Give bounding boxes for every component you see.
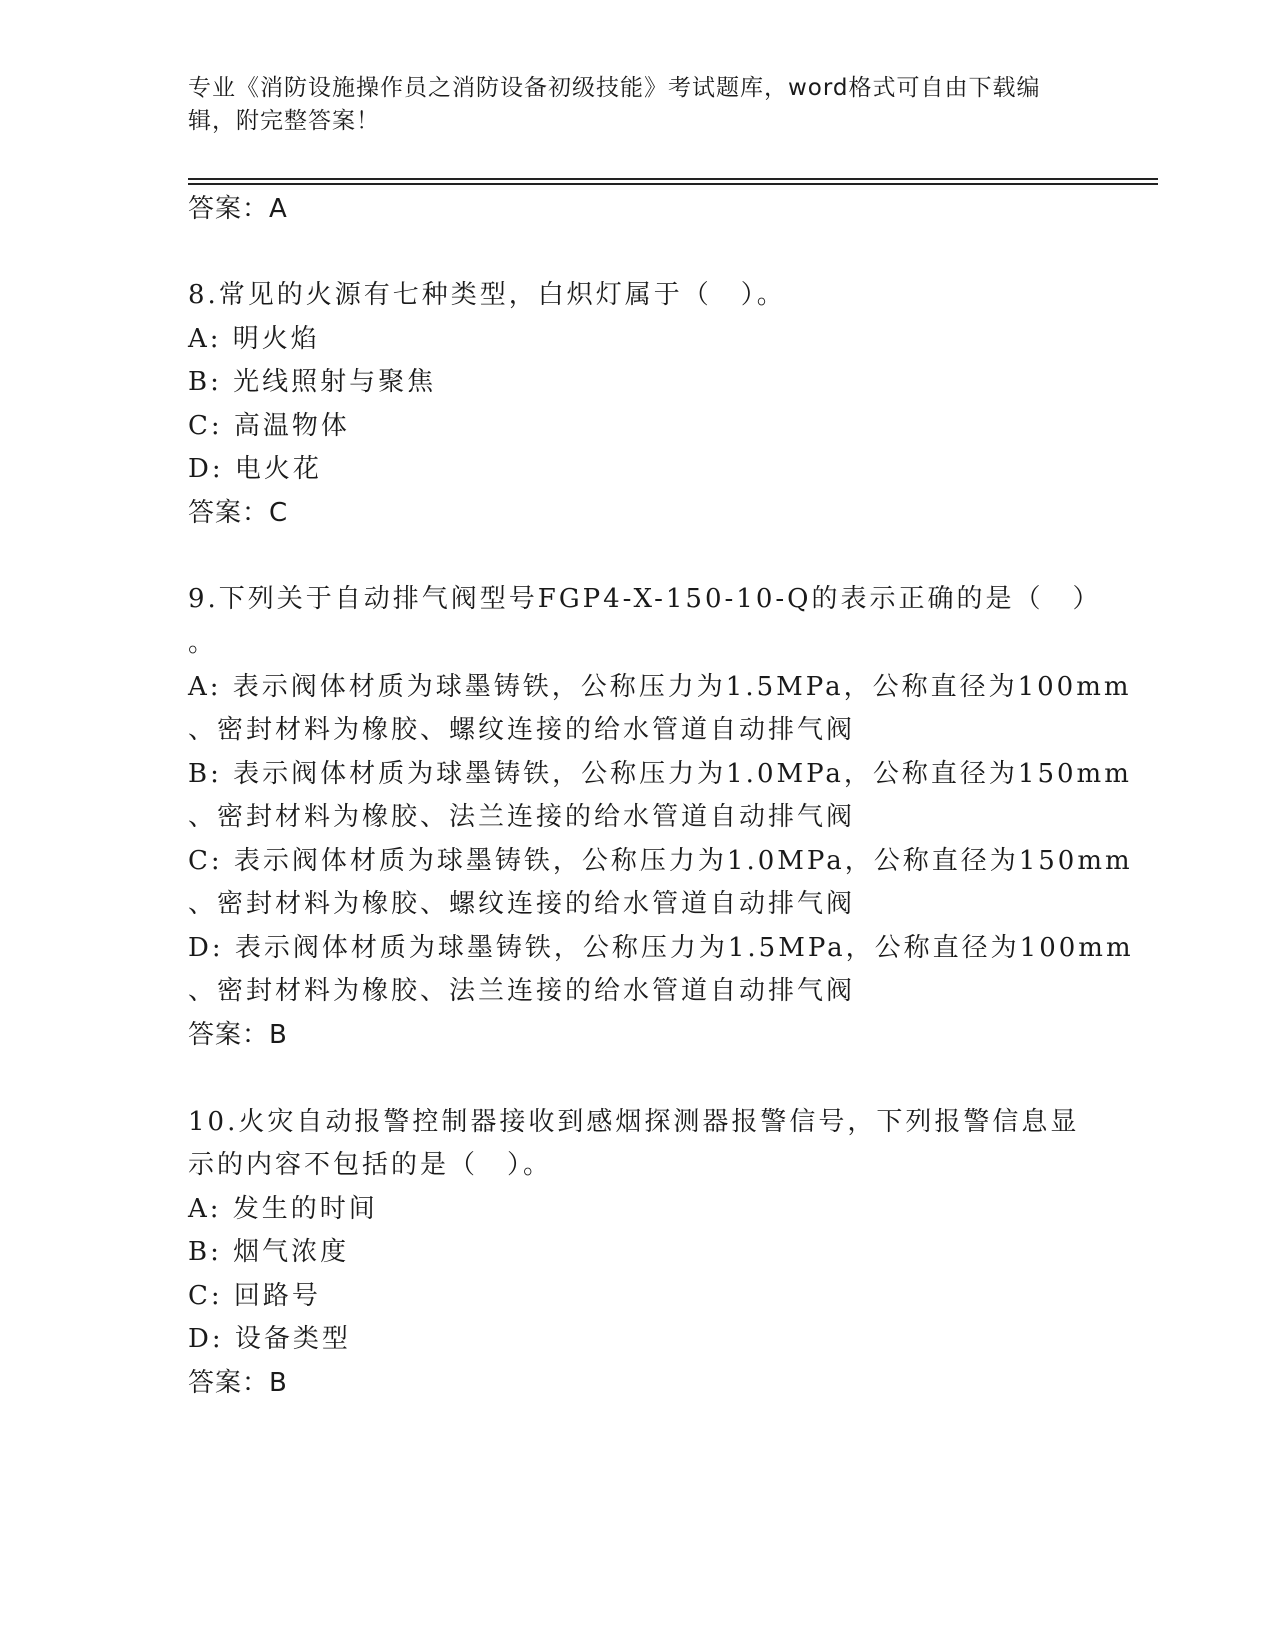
question-10-option-a: A: 发生的时间 xyxy=(188,1194,378,1224)
header-divider-bottom xyxy=(188,183,1158,185)
question-9-option-c: C: 表示阀体材质为球墨铸铁，公称压力为1.0MPa，公称直径为150mm xyxy=(188,846,1133,876)
question-8-option-c: C: 高温物体 xyxy=(188,411,350,441)
question-9-option-a: A: 表示阀体材质为球墨铸铁，公称压力为1.5MPa，公称直径为100mm xyxy=(188,672,1132,702)
header-divider-top xyxy=(188,178,1158,180)
question-8-option-a: A: 明火焰 xyxy=(188,324,320,354)
question-8-text: 8.常见的火源有七种类型，白炽灯属于（ ）。 xyxy=(188,280,786,310)
question-8-option-b: B: 光线照射与聚焦 xyxy=(188,367,437,397)
question-9-text-cont: 。 xyxy=(188,628,218,658)
question-10-text: 10.火灾自动报警控制器接收到感烟探测器报警信号，下列报警信息显 xyxy=(188,1107,1080,1137)
document-header: 专业《消防设施操作员之消防设备初级技能》考试题库，word格式可自由下载编辑，附完整答案！ xyxy=(188,75,1041,134)
question-10-option-d: D: 设备类型 xyxy=(188,1324,351,1354)
question-9-answer: 答案：B xyxy=(188,1020,288,1050)
question-10-option-c: C: 回路号 xyxy=(188,1281,321,1311)
question-10-option-b: B: 烟气浓度 xyxy=(188,1237,350,1267)
question-10-text-cont: 示的内容不包括的是（ ）。 xyxy=(188,1150,553,1180)
question-9-option-b-cont: 、密封材料为橡胶、法兰连接的给水管道自动排气阀 xyxy=(188,802,856,832)
question-10-answer: 答案：B xyxy=(188,1368,288,1398)
question-8-answer: 答案：C xyxy=(188,498,289,528)
question-9-option-d: D: 表示阀体材质为球墨铸铁，公称压力为1.5MPa，公称直径为100mm xyxy=(188,933,1134,963)
question-9-option-a-cont: 、密封材料为橡胶、螺纹连接的给水管道自动排气阀 xyxy=(188,715,856,745)
question-9-option-c-cont: 、密封材料为橡胶、螺纹连接的给水管道自动排气阀 xyxy=(188,889,856,919)
question-8-option-d: D: 电火花 xyxy=(188,454,322,484)
question-9-option-d-cont: 、密封材料为橡胶、法兰连接的给水管道自动排气阀 xyxy=(188,976,856,1006)
question-9-option-b: B: 表示阀体材质为球墨铸铁，公称压力为1.0MPa，公称直径为150mm xyxy=(188,759,1132,789)
previous-answer: 答案：A xyxy=(188,194,288,224)
question-9-text: 9.下列关于自动排气阀型号FGP4-X-150-10-Q的表示正确的是（ ） xyxy=(188,584,1102,614)
